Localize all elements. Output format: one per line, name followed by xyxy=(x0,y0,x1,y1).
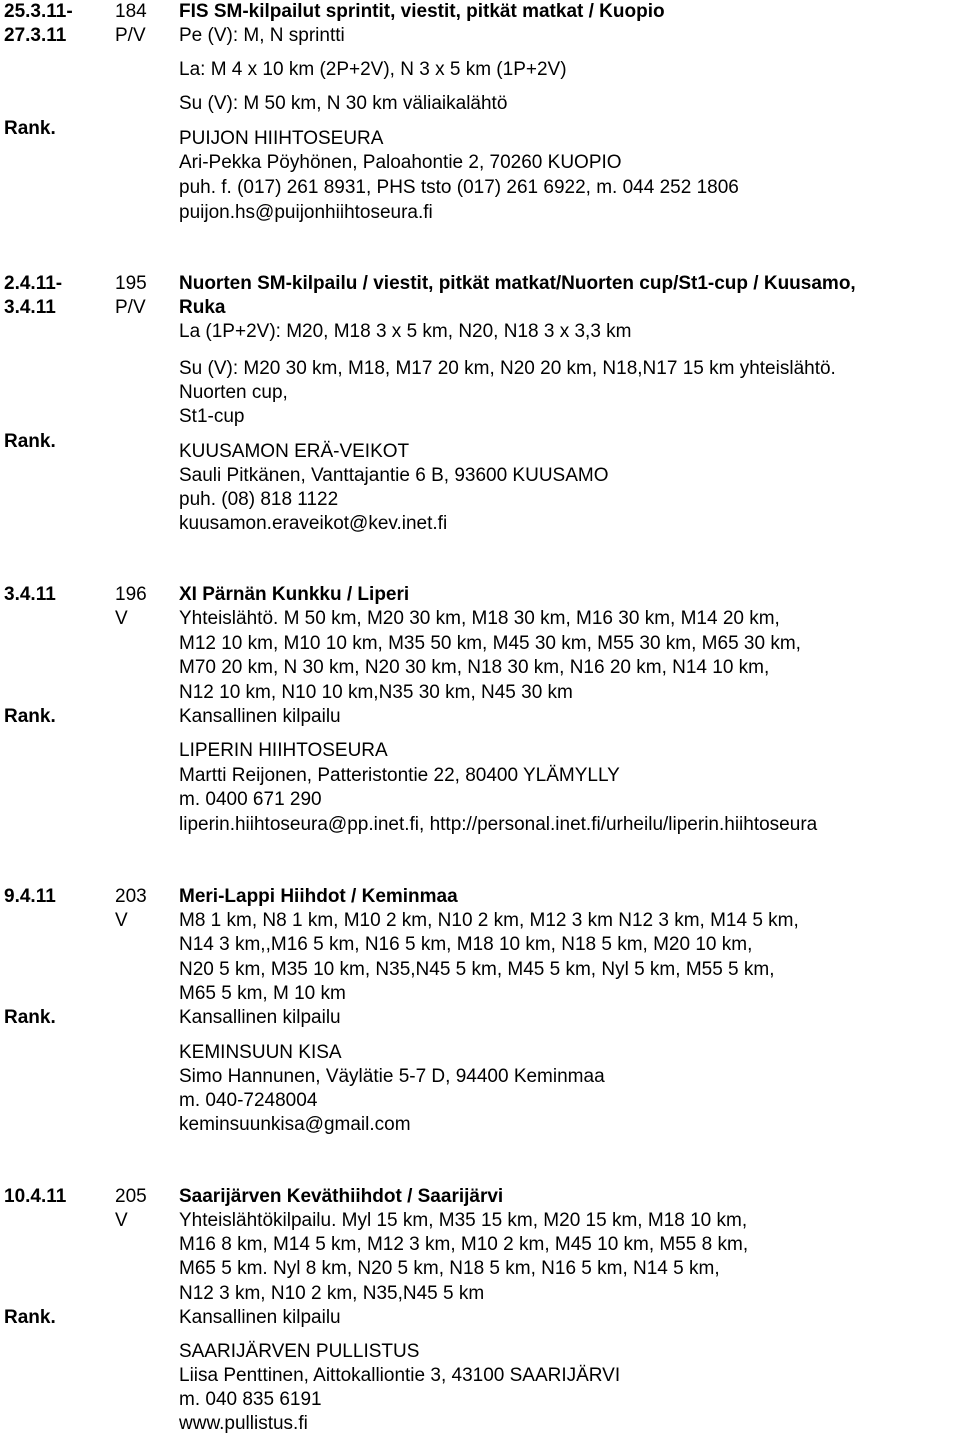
event-detail-line: M8 1 km, N8 1 km, M10 2 km, N10 2 km, M12 3 km N12 3 km, M14 5 km, xyxy=(179,910,799,931)
contact-address: Ari-Pekka Pöyhönen, Paloahontie 2, 70260 KUOPIO xyxy=(179,152,622,173)
event-title: Saarijärven Keväthiihdot / Saarijärvi xyxy=(179,1186,504,1207)
event-detail-line: M12 10 km, M10 10 km, M35 50 km, M45 30 km, M55 30 km, M65 30 km, xyxy=(179,633,801,654)
event-date-start: 2.4.11- xyxy=(4,273,63,294)
event-date-end: 27.3.11 xyxy=(4,25,67,46)
event-type: V xyxy=(115,910,128,931)
event-number: 195 xyxy=(115,273,147,294)
event-detail-line: M65 5 km. Nyl 8 km, N20 5 km, N18 5 km, N16 5 km, N14 5 km, xyxy=(179,1258,720,1279)
event-date-end: 3.4.11 xyxy=(4,297,56,318)
event-category: Kansallinen kilpailu xyxy=(179,1307,341,1328)
contact-address: Simo Hannunen, Väylätie 5-7 D, 94400 Keminmaa xyxy=(179,1066,605,1087)
event-title-continued: Ruka xyxy=(179,297,226,318)
event-date-start: 3.4.11 xyxy=(4,584,56,605)
event-title: Nuorten SM-kilpailu / viestit, pitkät matkat/Nuorten cup/St1-cup / Kuusamo, xyxy=(179,273,856,294)
contact-phone: m. 0400 671 290 xyxy=(179,789,322,810)
organizer-name: SAARIJÄRVEN PULLISTUS xyxy=(179,1341,420,1362)
event-number: 205 xyxy=(115,1186,147,1207)
organizer-name: KUUSAMON ERÄ-VEIKOT xyxy=(179,441,410,462)
event-detail-line: Yhteislähtökilpailu. Myl 15 km, M35 15 km, M20 15 km, M18 10 km, xyxy=(179,1210,748,1231)
event-detail-line: M16 8 km, M14 5 km, M12 3 km, M10 2 km, M45 10 km, M55 8 km, xyxy=(179,1234,749,1255)
event-detail-line: M65 5 km, M 10 km xyxy=(179,983,346,1004)
event-number: 184 xyxy=(115,1,147,22)
event-date-start: 25.3.11- xyxy=(4,1,73,22)
event-detail-line: La (1P+2V): M20, M18 3 x 5 km, N20, N18 3 x 3,3 km xyxy=(179,321,632,342)
event-detail-line: N12 3 km, N10 2 km, N35,N45 5 km xyxy=(179,1283,485,1304)
contact-website: www.pullistus.fi xyxy=(179,1413,308,1434)
event-title: Meri-Lappi Hiihdot / Keminmaa xyxy=(179,886,458,907)
event-detail-line: Su (V): M 50 km, N 30 km väliaikalähtö xyxy=(179,93,508,114)
event-detail-line: N12 10 km, N10 10 km,N35 30 km, N45 30 km xyxy=(179,682,573,703)
contact-phone: m. 040 835 6191 xyxy=(179,1389,322,1410)
rank-label: Rank. xyxy=(4,431,56,452)
organizer-name: PUIJON HIIHTOSEURA xyxy=(179,128,384,149)
event-number: 196 xyxy=(115,584,147,605)
rank-label: Rank. xyxy=(4,706,56,727)
contact-email: puijon.hs@puijonhiihtoseura.fi xyxy=(179,202,433,223)
contact-phone: m. 040-7248004 xyxy=(179,1090,318,1111)
event-title: XI Pärnän Kunkku / Liperi xyxy=(179,584,410,605)
event-type: V xyxy=(115,608,128,629)
event-category: Kansallinen kilpailu xyxy=(179,1007,341,1028)
event-detail-line: Pe (V): M, N sprintti xyxy=(179,25,345,46)
event-detail-line: St1-cup xyxy=(179,406,245,427)
contact-email: keminsuunkisa@gmail.com xyxy=(179,1114,411,1135)
event-number: 203 xyxy=(115,886,147,907)
contact-address: Liisa Penttinen, Aittokalliontie 3, 43100 SAARIJÄRVI xyxy=(179,1365,621,1386)
contact-address: Martti Reijonen, Patteristontie 22, 80400 YLÄMYLLY xyxy=(179,765,620,786)
contact-email: liperin.hiihtoseura@pp.inet.fi, http://personal.inet.fi/urheilu/liperin.hiihtoseura xyxy=(179,814,818,835)
event-title: FIS SM-kilpailut sprintit, viestit, pitkät matkat / Kuopio xyxy=(179,1,665,22)
event-detail-line: Yhteislähtö. M 50 km, M20 30 km, M18 30 km, M16 30 km, M14 20 km, xyxy=(179,608,780,629)
contact-phone: puh. (08) 818 1122 xyxy=(179,489,339,510)
contact-email: kuusamon.eraveikot@kev.inet.fi xyxy=(179,513,448,534)
event-detail-line: N20 5 km, M35 10 km, N35,N45 5 km, M45 5 km, Nyl 5 km, M55 5 km, xyxy=(179,959,775,980)
organizer-name: LIPERIN HIIHTOSEURA xyxy=(179,740,388,761)
event-date-start: 9.4.11 xyxy=(4,886,56,907)
event-type: P/V xyxy=(115,25,146,46)
event-type: V xyxy=(115,1210,128,1231)
event-detail-line: Nuorten cup, xyxy=(179,382,288,403)
event-date-start: 10.4.11 xyxy=(4,1186,67,1207)
event-detail-line: M70 20 km, N 30 km, N20 30 km, N18 30 km, N16 20 km, N14 10 km, xyxy=(179,657,770,678)
event-detail-line: La: M 4 x 10 km (2P+2V), N 3 x 5 km (1P+2V) xyxy=(179,59,567,80)
rank-label: Rank. xyxy=(4,118,56,139)
event-detail-line: N14 3 km,,M16 5 km, N16 5 km, M18 10 km, N18 5 km, M20 10 km, xyxy=(179,934,753,955)
contact-address: Sauli Pitkänen, Vanttajantie 6 B, 93600 KUUSAMO xyxy=(179,465,609,486)
rank-label: Rank. xyxy=(4,1007,56,1028)
contact-phone: puh. f. (017) 261 8931, PHS tsto (017) 261 6922, m. 044 252 1806 xyxy=(179,177,739,198)
event-category: Kansallinen kilpailu xyxy=(179,706,341,727)
rank-label: Rank. xyxy=(4,1307,56,1328)
organizer-name: KEMINSUUN KISA xyxy=(179,1042,342,1063)
event-detail-line: Su (V): M20 30 km, M18, M17 20 km, N20 20 km, N18,N17 15 km yhteislähtö. xyxy=(179,358,836,379)
event-type: P/V xyxy=(115,297,146,318)
